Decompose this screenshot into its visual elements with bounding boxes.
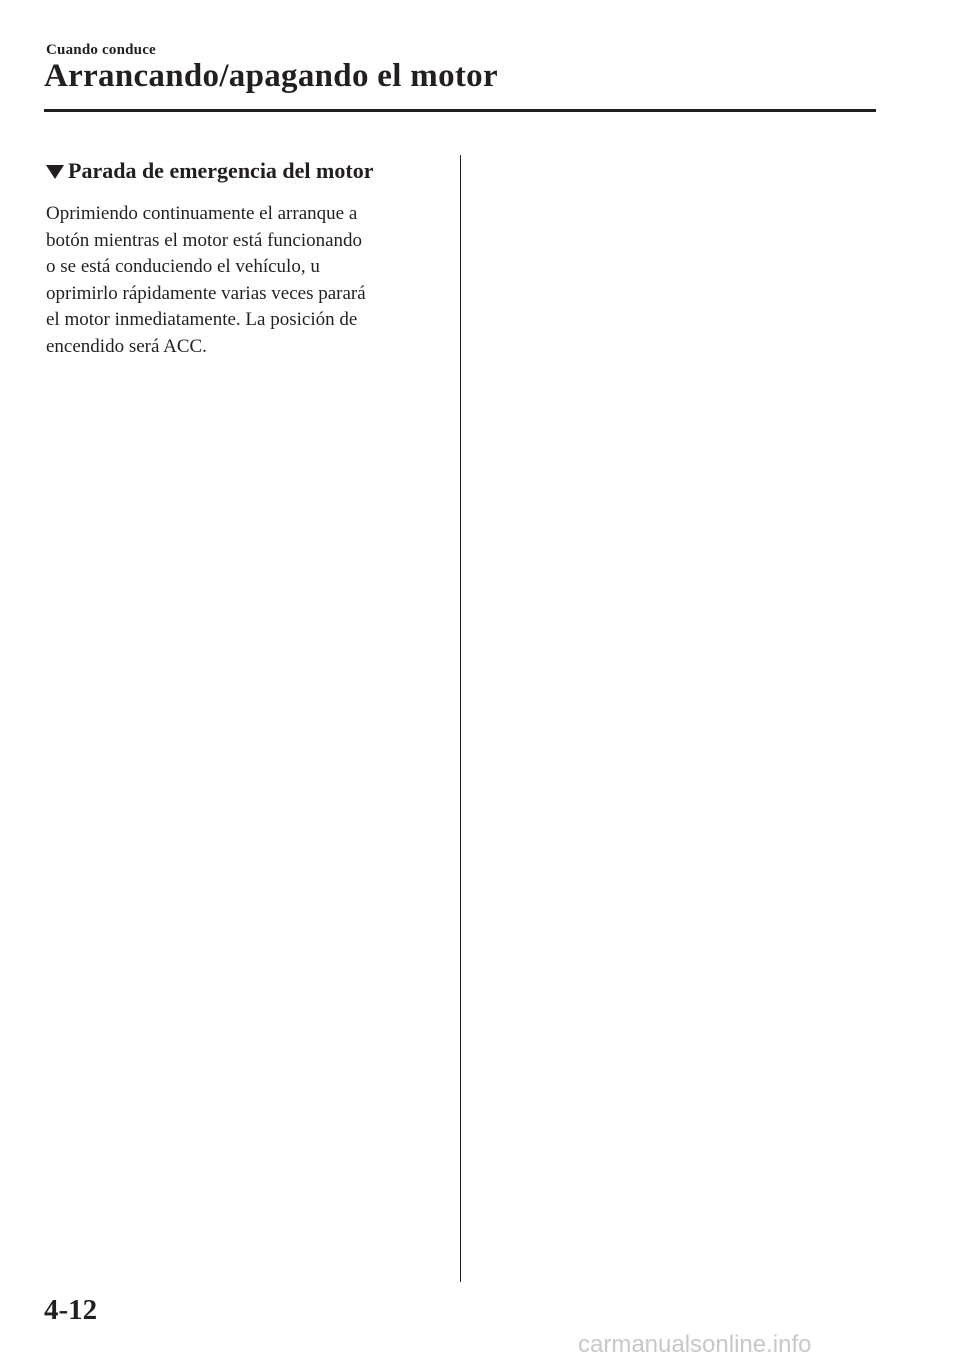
body-line: oprimirlo rápidamente varias veces parará: [46, 282, 366, 304]
title-rule: [44, 109, 876, 112]
column-divider: [460, 155, 461, 1282]
triangle-down-icon: [46, 165, 64, 179]
subsection-heading-text: Parada de emergencia del motor: [68, 158, 374, 183]
body-text: [46, 201, 441, 360]
body-line: encendido será ACC.: [46, 335, 207, 357]
subsection-heading: [46, 158, 373, 184]
watermark: carmanualsonline.info: [578, 1331, 812, 1358]
body-line: Oprimiendo continuamente el arranque a: [46, 203, 358, 224]
body-line: botón mientras el motor está funcionando: [46, 229, 363, 251]
page-number: 4-12: [44, 1294, 98, 1326]
section-label: Cuando conduce: [46, 42, 156, 58]
chapter-title: Arrancando/apagando el motor: [44, 58, 498, 94]
body-line: el motor inmediatamente. La posición de: [46, 309, 358, 330]
body-line: o se está conduciendo el vehículo, u: [46, 256, 320, 277]
